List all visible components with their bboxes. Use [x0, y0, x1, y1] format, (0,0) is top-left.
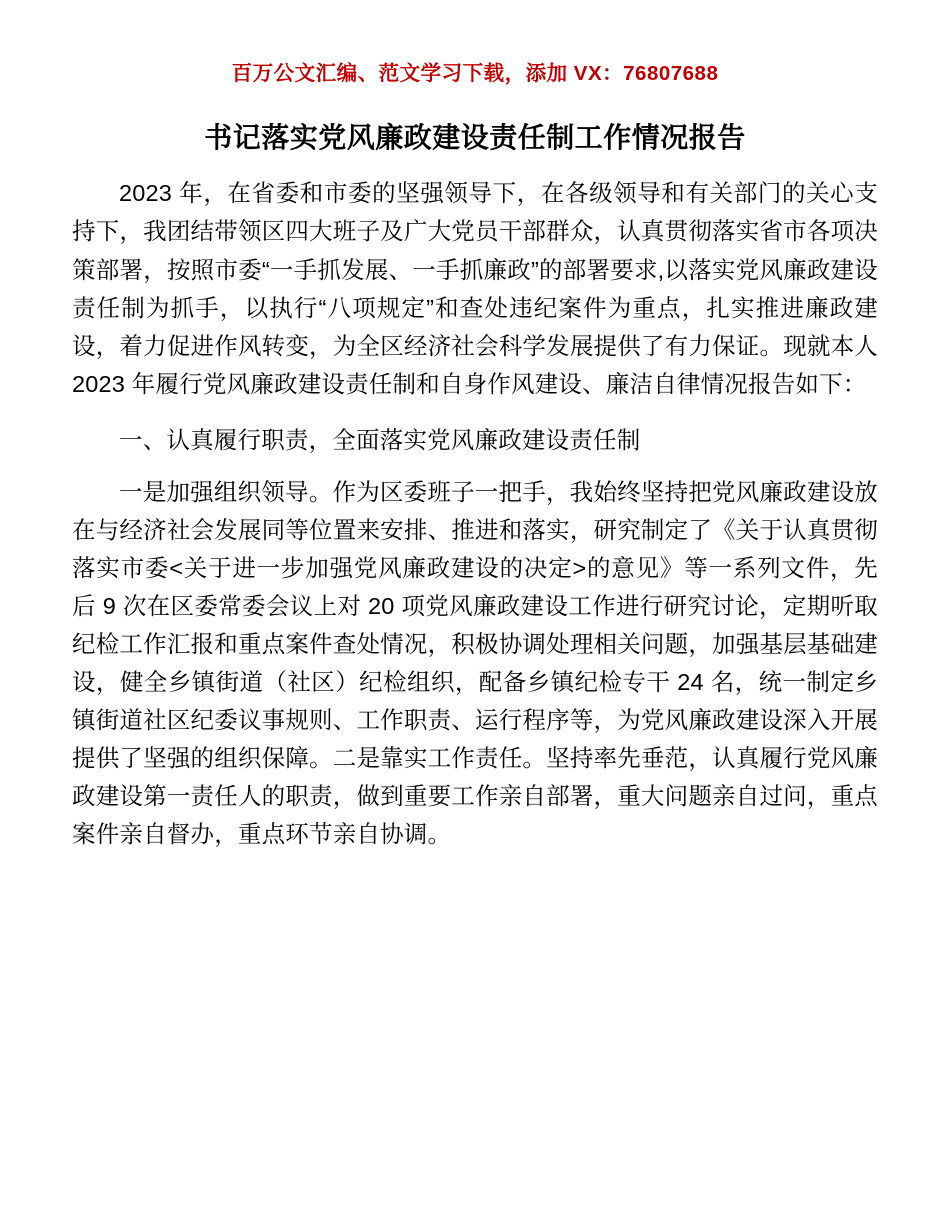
promo-banner: 百万公文汇编、范文学习下载，添加 VX：76807688 — [231, 62, 719, 85]
paragraph-section-one-body: 一是加强组织领导。作为区委班子一把手，我始终坚持把党风廉政建设放在与经济社会发展同等位置来安排、推进和落实，研究制定了《关于认真贯彻落实市委<关于进一步加强党风廉政建设的决定>的意见》等一系列文件，先后 9 次在区委常委会议上对 20 项党风廉政建设工作进行研究讨论，定期听取纪检工作汇报和重点案件查处情况，积极协调处理相关问题，加强基层基础建设，健全乡镇街道（社区）纪检组织，配备乡镇纪检专干 24 名，统一制定乡镇街道社区纪委议事规则、工作职责、运行程序等，为党风廉政建设深入开展提供了坚强的组织保障。二是靠实工作责任。坚持率先垂范，认真履行党风廉政建设第一责任人的职责，做到重要工作亲自部署，重大问题亲自过问，重点案件亲自督办，重点环节亲自协调。 — [72, 478, 878, 848]
section-heading-one: 一、认真履行职责，全面落实党风廉政建设责任制 — [119, 426, 641, 453]
page-title: 书记落实党风廉政建设责任制工作情况报告 — [204, 122, 746, 153]
paragraph-intro: 2023 年，在省委和市委的坚强领导下，在各级领导和有关部门的关心支持下，我团结带领区四大班子及广大党员干部群众，认真贯彻落实省市各项决策部署，按照市委“一手抓发展、一手抓廉政”的部署要求,以落实党风廉政建设责任制为抓手，以执行“八项规定”和查处违纪案件为重点，扎实推进廉政建设，着力促进作风转变，为全区经济社会科学发展提供了有力保证。现就本人 2023 年履行党风廉政建设责任制和自身作风建设、廉洁自律情况报告如下： — [72, 180, 878, 397]
